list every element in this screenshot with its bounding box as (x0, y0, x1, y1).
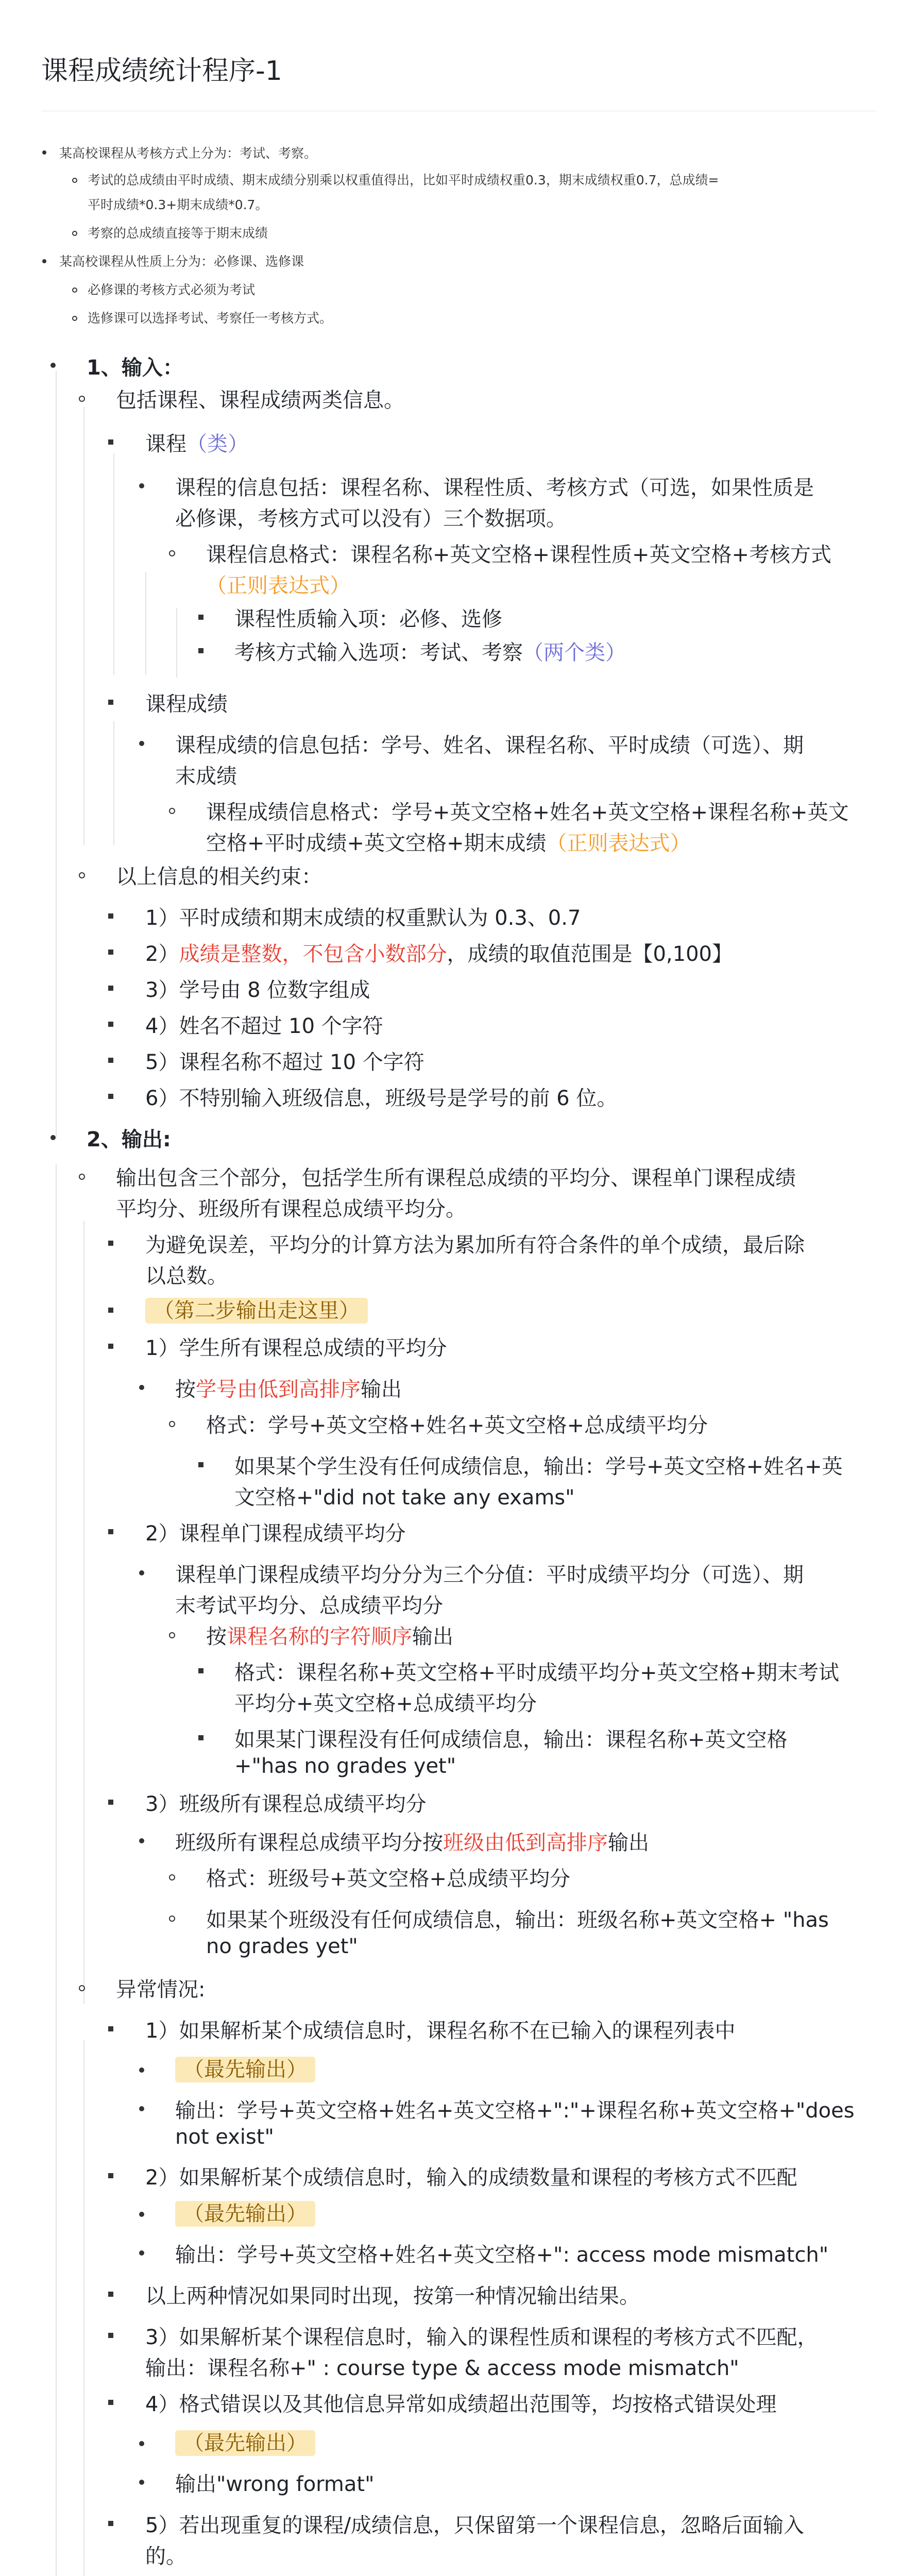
indent-guide (83, 407, 84, 845)
bullet-icon (108, 1022, 113, 1027)
bullet-icon (50, 1135, 56, 1140)
input-text: 以上信息的相关约束： (116, 865, 322, 889)
input-text: 课程信息格式：课程名称+英文空格+课程性质+英文空格+考核方式 (206, 543, 832, 567)
first-output-badge: （最先输出） (175, 2053, 315, 2082)
input-text: 末成绩 (175, 765, 237, 788)
output-item: 3）班级所有课程总成绩平均分 (145, 1792, 427, 1816)
bullet-icon (108, 700, 113, 705)
output-text: 格式：班级号+英文空格+总成绩平均分 (206, 1867, 571, 1891)
intro-line: 必修课的考核方式必须为考试 (88, 282, 256, 297)
input-text: 课程性质输入项：必修、选修 (234, 607, 502, 631)
indent-guide (113, 721, 114, 845)
output-text: +"has no grades yet" (234, 1754, 456, 1778)
error-item: 输出：课程名称+" : course type & access mode mismatch" (145, 2357, 739, 2380)
input-heading: 1、输入： (87, 356, 183, 380)
bullet-icon (108, 439, 113, 445)
bullet-icon (139, 1838, 144, 1843)
intro-line: 某高校课程从考核方式上分为：考试、考察。 (59, 146, 317, 161)
bullet-icon (72, 287, 77, 293)
bullet-icon (108, 950, 113, 955)
bullet-icon (42, 259, 46, 263)
bullet-icon (108, 986, 113, 991)
bullet-icon (50, 363, 56, 368)
bullet-icon (198, 1668, 203, 1673)
bullet-icon (72, 231, 77, 236)
output-item: 1）学生所有课程总成绩的平均分 (145, 1336, 447, 1360)
constraint-item: 5）课程名称不超过 10 个字符 (145, 1050, 424, 1074)
bullet-icon (79, 872, 85, 878)
bullet-icon (139, 2480, 144, 2485)
intro-line: 选修课可以选择考试、考察任一考核方式。 (88, 311, 333, 326)
indent-guide (56, 371, 57, 1139)
intro-line: 平时成绩*0.3+期末成绩*0.7。 (88, 197, 268, 212)
bullet-icon (169, 808, 175, 814)
bullet-icon (139, 2067, 144, 2073)
bullet-icon (139, 2106, 144, 2111)
error-text: 输出：学号+英文空格+姓名+英文空格+": access mode mismatch" (175, 2243, 829, 2267)
error-item: 2）如果解析某个成绩信息时，输入的成绩数量和课程的考核方式不匹配 (145, 2166, 797, 2190)
output-text: 输出包含三个部分，包括学生所有课程总成绩的平均分、课程单门课程成绩 (116, 1166, 796, 1190)
output-text: no grades yet" (206, 1935, 358, 1958)
bullet-icon (198, 1735, 203, 1740)
bullet-icon (169, 1632, 175, 1638)
constraint-item: 4）姓名不超过 10 个字符 (145, 1014, 383, 1038)
page-title: 课程成绩统计程序-1 (41, 56, 282, 87)
bullet-icon (198, 1462, 203, 1467)
constraint-item: 6）不特别输入班级信息，班级号是学号的前 6 位。 (145, 1087, 618, 1110)
bullet-icon (108, 1058, 113, 1063)
bullet-icon (139, 2250, 144, 2256)
constraint-item: 3）学号由 8 位数字组成 (145, 978, 370, 1002)
error-item: 1）如果解析某个成绩信息时，课程名称不在已输入的课程列表中 (145, 2019, 736, 2043)
indent-guide (113, 453, 114, 675)
output-heading: 2、输出: (87, 1128, 171, 1151)
intro-line: 考试的总成绩由平时成绩、期末成绩分别乘以权重值得出，比如平时成绩权重0.3，期末成绩权重0.7，总成绩= (88, 173, 719, 188)
input-text: 课程（类） (145, 432, 248, 456)
input-text: 课程成绩的信息包括：学号、姓名、课程名称、平时成绩（可选）、期 (175, 734, 804, 757)
input-text: 课程成绩信息格式：学号+英文空格+姓名+英文空格+课程名称+英文 (206, 801, 849, 824)
input-text: 课程成绩 (145, 692, 228, 716)
errors-heading: 异常情况: (116, 1978, 206, 2002)
bullet-icon (108, 1344, 113, 1349)
bullet-icon (108, 2521, 113, 2526)
bullet-icon (108, 2333, 113, 2338)
bullet-icon (169, 1874, 175, 1880)
indent-guide (145, 572, 146, 675)
error-item: 以上两种情况如果同时出现，按第一种情况输出结果。 (145, 2284, 640, 2308)
bullet-icon (139, 483, 144, 488)
bullet-icon (108, 2292, 113, 2297)
bullet-icon (79, 1985, 85, 1991)
output-text: 如果某个学生没有任何成绩信息，输出：学号+英文空格+姓名+英 (234, 1455, 843, 1479)
bullet-icon (139, 2212, 144, 2217)
bullet-icon (139, 2441, 144, 2446)
output-text: 末考试平均分、总成绩平均分 (175, 1594, 443, 1618)
intro-line: 考察的总成绩直接等于期末成绩 (88, 226, 268, 241)
indent-guide (83, 1221, 84, 2004)
output-text: 如果某个班级没有任何成绩信息，输出：班级名称+英文空格+ "has (206, 1908, 829, 1932)
constraint-item: 1）平时成绩和期末成绩的权重默认为 0.3、0.7 (145, 906, 581, 930)
output-text: 为避免误差，平均分的计算方法为累加所有符合条件的单个成绩，最后除 (145, 1233, 805, 1257)
output-text: 如果某门课程没有任何成绩信息，输出：课程名称+英文空格 (234, 1728, 788, 1752)
output-text: 按学号由低到高排序输出 (175, 1378, 402, 1401)
error-text: 输出：学号+英文空格+姓名+英文空格+":"+课程名称+英文空格+"does (175, 2099, 855, 2123)
bullet-icon (139, 741, 144, 746)
regex-tag: （正则表达式） (206, 574, 350, 598)
error-item: 的。 (145, 2545, 186, 2568)
indent-guide (83, 2040, 84, 2576)
indent-guide (176, 608, 177, 677)
input-text: 必修课，考核方式可以没有）三个数据项。 (175, 507, 567, 531)
first-output-badge: （最先输出） (175, 2427, 315, 2456)
bullet-icon (79, 1174, 85, 1180)
step2-badge: （第二步输出走这里） (145, 1294, 368, 1324)
bullet-icon (169, 550, 175, 556)
bullet-icon (108, 1241, 113, 1246)
bullet-icon (198, 648, 203, 653)
error-item: 3）如果解析某个课程信息时，输入的课程性质和课程的考核方式不匹配， (145, 2326, 818, 2349)
output-item: 2）课程单门课程成绩平均分 (145, 1522, 406, 1546)
bullet-icon (79, 396, 85, 402)
bullet-icon (108, 1308, 113, 1313)
bullet-icon (72, 178, 77, 183)
bullet-icon (108, 913, 113, 919)
error-item: 4）格式错误以及其他信息异常如成绩超出范围等，均按格式错误处理 (145, 2393, 777, 2416)
output-text: 班级所有课程总成绩平均分按班级由低到高排序输出 (175, 1831, 649, 1855)
error-item: 5）若出现重复的课程/成绩信息，只保留第一个课程信息，忽略后面输入 (145, 2514, 804, 2537)
bullet-icon (72, 316, 77, 321)
bullet-icon (108, 1094, 113, 1099)
bullet-icon (108, 2173, 113, 2178)
bullet-icon (42, 150, 46, 155)
bullet-icon (169, 1916, 175, 1922)
output-text: 格式：课程名称+英文空格+平时成绩平均分+英文空格+期末考试 (234, 1661, 840, 1685)
bullet-icon (108, 1529, 113, 1534)
output-text: 课程单门课程成绩平均分分为三个分值：平时成绩平均分（可选）、期 (175, 1563, 804, 1587)
bullet-icon (169, 1421, 175, 1427)
output-text: 平均分、班级所有课程总成绩平均分。 (116, 1197, 466, 1221)
input-text: 课程的信息包括：课程名称、课程性质、考核方式（可选，如果性质是 (175, 476, 814, 500)
output-text: 以总数。 (145, 1264, 228, 1288)
input-text: 空格+平时成绩+英文空格+期末成绩（正则表达式） (206, 832, 691, 855)
output-text: 按课程名称的字符顺序输出 (206, 1625, 453, 1649)
error-text: 输出"wrong format" (175, 2472, 375, 2496)
output-text: 平均分+英文空格+总成绩平均分 (234, 1692, 537, 1716)
error-text: not exist" (175, 2125, 274, 2149)
constraint-item: 2）成绩是整数，不包含小数部分，成绩的取值范围是【0,100】 (145, 942, 733, 966)
output-text: 文空格+"did not take any exams" (234, 1486, 575, 1510)
bullet-icon (198, 615, 203, 620)
output-text: 格式：学号+英文空格+姓名+英文空格+总成绩平均分 (206, 1414, 708, 1437)
bullet-icon (108, 1800, 113, 1805)
bullet-icon (139, 1570, 144, 1575)
first-output-badge: （最先输出） (175, 2197, 315, 2227)
bullet-icon (108, 2026, 113, 2031)
bullet-icon (139, 1385, 144, 1390)
bullet-icon (108, 2400, 113, 2405)
intro-line: 某高校课程从性质上分为：必修课、选修课 (59, 254, 304, 269)
input-text: 考核方式输入选项：考试、考察（两个类） (234, 641, 626, 665)
input-text: 包括课程、课程成绩两类信息。 (116, 388, 404, 412)
indent-guide (56, 1164, 57, 2576)
